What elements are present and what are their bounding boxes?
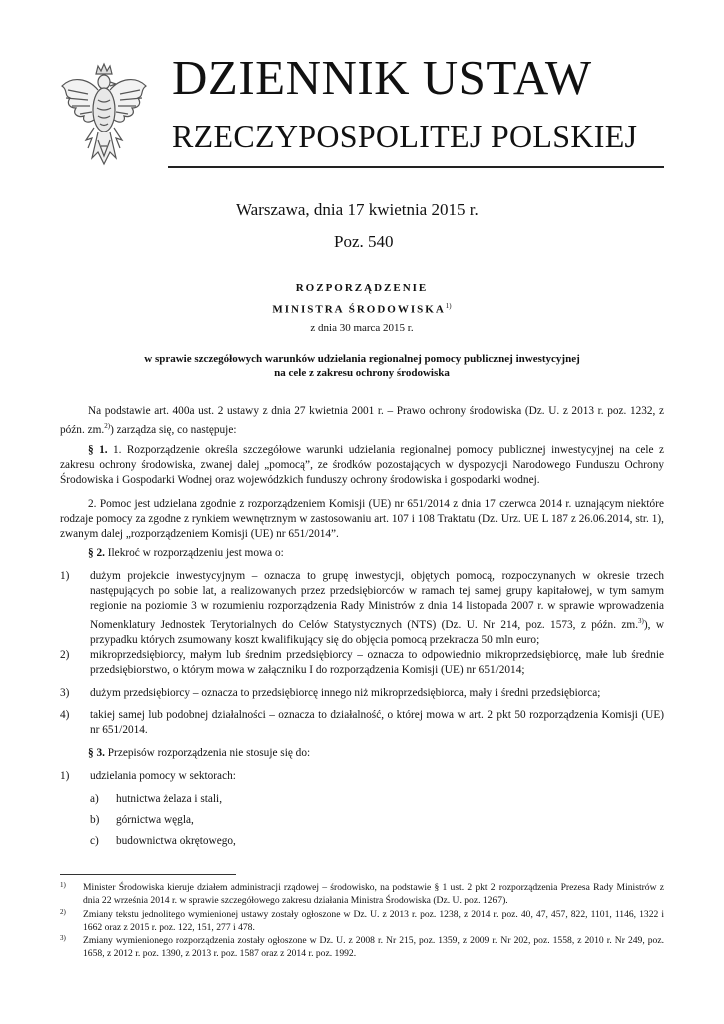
section-1-para-2: 2. Pomoc jest udzielana zgodnie z rozporządzeniem Komisji (UE) nr 651/2014 z dnia 17 czerwca 2014 r. uznającym niektóre rodzaje pomocy za zgodne z rynkiem wewnętrznym w zastosowaniu art. 107 i 108 Traktatu (Dz. Urz. UE L 187 z 26.06.2014, str. 1), zwanym dalej „rozporządzeniem Komisji (UE) nr 651/2014”.	[60, 498, 664, 540]
list-item: 2) mikroprzedsiębiorcy, małym lub średnim przedsiębiorcy – oznacza to odpowiednio mikroprzedsiębiorcę, małe lub średnie przedsiębiorstwo, o którym mowa w załączniku I do rozporządzenia Komisji (UE) nr 651/2014;	[60, 649, 664, 676]
footnote-ref: 1)	[445, 302, 452, 310]
act-issuer: MINISTRA ŚRODOWISKA$^{1)}$	[272, 302, 452, 316]
sub-list-item: c) budownictwa okrętowego,	[90, 835, 236, 847]
section-1-para-1: § 1. 1. Rozporządzenie określa szczegółowe warunki udzielania regionalnej pomocy publicznej inwestycyjnej na cele z zakresu ochrony środowiska, zwanej dalej „pomocą”, ze środków pozostających w dyspozycji Narodowego Funduszu Ochrony Środowiska i Gospodarki Wodnej oraz wojewódzkich funduszy ochrony środowiska i gospodarki wodnej.	[60, 444, 664, 486]
sub-list-item: b) górnictwa węgla,	[90, 814, 194, 826]
footnote: 2) Zmiany tekstu jednolitego wymienionej ustawy zostały ogłoszone w Dz. U. z 2013 r. poz. 1238, z 2014 r. poz. 40, 47, 457, 822, 1101, 1146, 1322 i 1662 oraz z 2015 r. poz. 122, 151, 277 i 478.	[60, 908, 664, 933]
list-item: 1) dużym projekcie inwestycyjnym – oznacza to grupę inwestycji, objętych pomocą, rozpoczynanych w okresie trzech następujących po sobie lat, a realizowanych przez przedsiębiorców w ramach tej samej grupy kapitałowej, w tym samym regionie na poziomie 3 w rozumieniu rozporządzenia Rady Ministrów z dnia 14 listopada 2007 r. w sprawie wprowadzenia Nomenklatury Jednostek Terytorialnych do Celów Statystycznych (NTS) (Dz. U. Nr 214, poz. 1573, z późn. zm.$^{3)}$), w przypadku których zsumowany koszt kwalifikujący się do objęcia pomocą przekracza 50 mln euro;	[60, 570, 664, 646]
footnote-ref: 2)	[104, 422, 111, 430]
preamble: Na podstawie art. 400a ust. 2 ustawy z dnia 27 kwietnia 2001 r. – Prawo ochrony środowiska (Dz. U. z 2013 r. poz. 1232, z późn. zm.$^{2)}$) zarządza się, co następuje:	[60, 405, 664, 436]
gazette-subtitle: RZECZYPOSPOLITEJ POLSKIEJ	[172, 118, 638, 154]
act-subject: w sprawie szczegółowych warunków udzielania regionalnej pomocy publicznej inwestycyjnej na cele z zakresu ochrony środowiska	[144, 353, 580, 379]
sub-list-item: a) hutnictwa żelaza i stali,	[90, 793, 223, 805]
section-2-intro: § 2. Ilekroć w rozporządzeniu jest mowa o:	[88, 547, 284, 559]
section-3-intro: § 3. Przepisów rozporządzenia nie stosuje się do:	[88, 747, 311, 759]
list-item: 3) dużym przedsiębiorcy – oznacza to przedsiębiorcę innego niż mikroprzedsiębiorca, mały i średni przedsiębiorca;	[60, 687, 601, 699]
act-date: z dnia 30 marca 2015 r.	[310, 322, 414, 334]
list-item: 4) takiej samej lub podobnej działalności – oznacza to działalność, o której mowa w art. 2 pkt 50 rozporządzenia Komisji (UE) nr 651/2014.	[60, 709, 664, 736]
footnote: 1) Minister Środowiska kieruje działem administracji rządowej – środowisko, na podstawie § 1 ust. 2 pkt 2 rozporządzenia Prezesa Rady Ministrów z dnia 22 września 2014 r. w sprawie szczegółowego zakresu działania Ministra Środowiska (Dz. U. poz. 1267).	[60, 881, 664, 906]
list-item: 1) udzielania pomocy w sektorach:	[60, 770, 236, 782]
footnote-ref: 3)	[638, 617, 644, 625]
issue-date: Warszawa, dnia 17 kwietnia 2015 r.	[236, 200, 479, 219]
footnote-divider	[60, 874, 236, 875]
footnote: 3) Zmiany wymienionego rozporządzenia zostały ogłoszone w Dz. U. z 2008 r. Nr 215, poz. 1359, z 2009 r. Nr 202, poz. 1558, z 2010 r. Nr 249, poz. 1658, z 2012 r. poz. 1390, z 2013 r. poz. 1587 oraz z 2014 r. poz. 1992.	[60, 934, 664, 959]
gazette-title: DZIENNIK USTAW	[172, 50, 592, 105]
act-type: ROZPORZĄDZENIE	[295, 282, 429, 294]
position-number: Poz. 540	[334, 232, 394, 251]
eagle-emblem-icon	[58, 60, 150, 170]
header-divider	[168, 166, 664, 168]
